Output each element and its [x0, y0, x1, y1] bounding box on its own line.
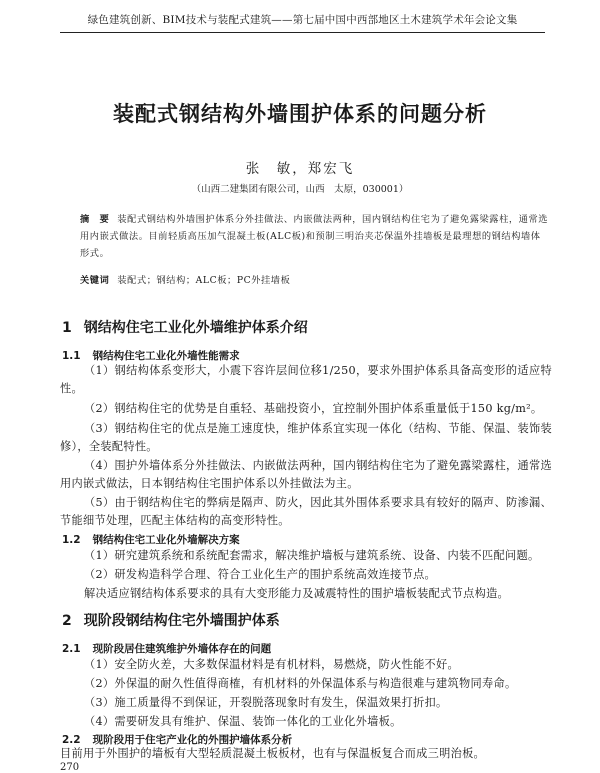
keywords-text: 装配式；钢结构；ALC板；PC外挂墙板: [117, 275, 291, 286]
paper-title: 装配式钢结构外墙围护体系的问题分析: [113, 102, 487, 126]
paragraph: （2）钢结构住宅的优势是自重轻、基础投资小，宜控制外围护体系重量低于150 kg/m²。: [84, 402, 543, 415]
paragraph: （2）研发构造科学合理、符合工业化生产的围护系统高效连接节点。: [84, 568, 437, 581]
subsection-number: 1.1: [62, 350, 81, 362]
authors: 张 敏，郑宏飞: [245, 161, 355, 177]
running-header: 绿色建筑创新、BIM技术与装配式建筑——第七届中国中西部地区土木建筑学术年会论文集: [60, 12, 545, 33]
paragraph: （5）由于钢结构住宅的弊病是隔声、防火，因此其外围体系要求具有较好的隔声、防渗漏、节能细节处理，匹配主体结构的高变形特性。: [60, 496, 552, 527]
paragraph: 解决适应钢结构体系要求的具有大变形能力及减震特性的围护墙板装配式节点构造。: [84, 587, 510, 600]
subsection-number: 2.1: [62, 643, 81, 655]
abstract: [80, 211, 550, 262]
subsection-title: 现阶段居住建筑维护外墙体存在的问题: [92, 643, 272, 655]
paragraph: 目前用于外围护的墙板有大型轻质混凝土板板材，也有与保温板复合而成三明治板。: [60, 747, 486, 760]
section-heading: [62, 317, 308, 337]
paragraph: （4）需要研发具有维护、保温、装饰一体化的工业化外墙板。: [84, 715, 402, 728]
paragraph: （1）安全防火差，大多数保温材料是有机材料，易燃烧，防火性能不好。: [84, 658, 460, 671]
section-number: 2: [62, 613, 72, 629]
section-title: 钢结构住宅工业化外墙维护体系介绍: [83, 320, 308, 336]
section-title: 现阶段钢结构住宅外墙围护体系: [83, 613, 280, 629]
abstract-label: 摘 要: [80, 214, 110, 225]
subsection-title: 钢结构住宅工业化外墙解决方案: [92, 534, 240, 546]
subsection-number: 2.2: [62, 734, 81, 746]
affiliation: （山西二建集团有限公司，山西 太原，030001）: [191, 184, 409, 195]
subsection-heading: [62, 532, 240, 547]
page-number: 270: [60, 762, 80, 773]
paragraph: （1）钢结构体系变形大，小震下容许层间位移1/250，要求外围护体系具备高变形的适应特性。: [60, 364, 552, 395]
keywords: [80, 272, 550, 286]
subsection-heading: [62, 348, 240, 363]
paragraph: （1）研究建筑系统和系统配套需求，解决维护墙板与建筑系统、设备、内装不匹配问题。: [84, 549, 540, 562]
abstract-text: 装配式钢结构外墙围护体系分外挂做法、内嵌做法两种，国内钢结构住宅为了避免露梁露柱，通常选用内嵌式做法。目前轻质高压加气混凝土板(ALC板)和预制三明治夹芯保温外挂墙板是最理想的钢结构墙体形式。: [80, 214, 549, 259]
paragraph: （3）施工质量得不到保证，开裂脱落现象时有发生，保温效果打折扣。: [84, 696, 448, 709]
subsection-title: 现阶段用于住宅产业化的外围护墙体系分析: [92, 734, 293, 746]
keywords-label: 关键词: [80, 275, 110, 286]
section-number: 1: [62, 320, 72, 336]
subsection-title: 钢结构住宅工业化外墙性能需求: [92, 350, 240, 362]
subsection-number: 1.2: [62, 534, 81, 546]
subsection-heading: [62, 641, 271, 656]
paragraph: （2）外保温的耐久性值得商榷，有机材料的外保温体系与构造很难与建筑物同寿命。: [84, 677, 517, 690]
paragraph: （4）围护外墙体系分外挂做法、内嵌做法两种，国内钢结构住宅为了避免露梁露柱，通常选用内嵌式做法，日本钢结构住宅围护体系以外挂做法为主。: [60, 459, 552, 490]
section-heading: [62, 610, 280, 630]
paragraph: （3）钢结构住宅的优点是施工速度快，维护体系宜实现一体化（结构、节能、保温、装饰装修），全装配特性。: [60, 422, 552, 453]
